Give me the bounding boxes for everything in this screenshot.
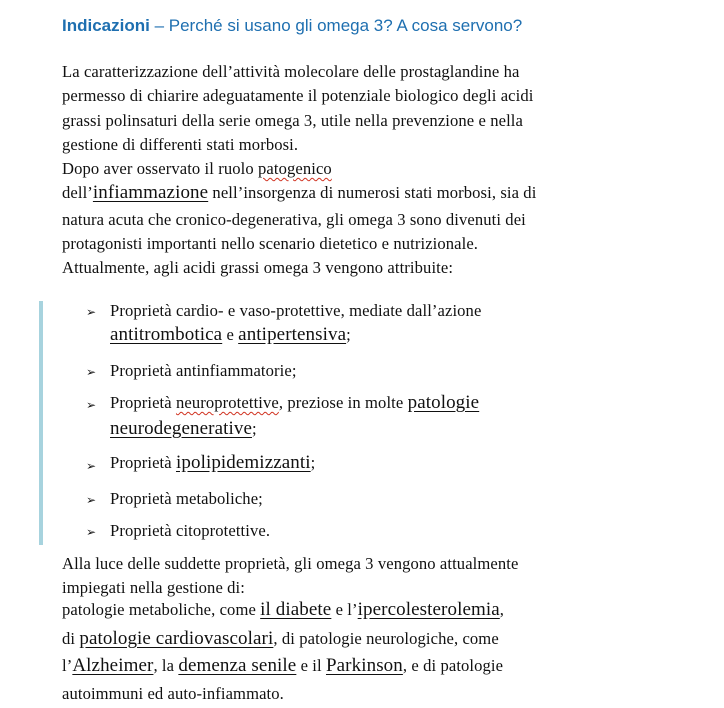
link-antitrombotica[interactable]: antitrombotica [110,324,223,345]
link-patologie-neurodegenerative-cont[interactable]: neurodegenerative [110,418,253,439]
link-alzheimer[interactable]: Alzheimer [72,655,154,676]
property-text: ; [346,325,351,344]
property-item-2: Proprietà antinfiammatorie; [110,361,297,380]
property-text: Proprietà [110,393,176,412]
heading-keyword: Indicazioni [62,16,150,35]
property-item-4 [110,453,315,473]
link-patologie-cardiovascolari[interactable]: patologie cardiovascolari [79,628,274,649]
uses-text: , e di patologie [402,656,504,675]
property-item-3-cont [110,419,257,439]
uses-line-4 [62,629,499,649]
uses-text: , la [153,656,179,675]
spellcheck-word: neuroprotettive [175,393,279,412]
property-text: e [222,325,239,344]
role-text: Dopo aver osservato il ruolo [62,159,258,178]
uses-line-3 [62,600,504,620]
arrow-bullet-icon: ➢ [86,365,97,379]
quote-bar [39,301,43,545]
uses-line-1: Alla luce delle suddette proprietà, gli omega 3 vengono attualmente [62,554,519,573]
uses-text: , di patologie neurologiche, come [273,629,499,648]
intro-line-1: La caratterizzazione dell’attività molecolare delle prostaglandine ha [62,62,520,81]
property-text: Proprietà [110,453,176,472]
role-line-1 [62,159,332,179]
uses-text: di [62,629,80,648]
section-heading [62,16,522,36]
link-ipercolesterolemia[interactable]: ipercolesterolemia [357,599,500,620]
role-text: dell’ [62,183,93,202]
link-parkinson[interactable]: Parkinson [325,655,403,676]
uses-text: patologie metaboliche, come [62,600,261,619]
property-item-5: Proprietà metaboliche; [110,489,263,508]
arrow-bullet-icon: ➢ [86,398,97,412]
link-patologie-neurodegenerative[interactable]: patologie [407,392,480,413]
intro-line-4: gestione di differenti stati morbosi. [62,135,299,154]
property-text: , preziose in molte [278,393,408,412]
arrow-bullet-icon: ➢ [86,459,97,473]
uses-line-5 [62,656,503,676]
intro-line-2: permesso di chiarire adeguatamente il potenziale biologico degli acidi [62,86,534,105]
role-line-5: Attualmente, agli acidi grassi omega 3 vengono attribuite: [62,258,454,277]
property-text: ; [252,419,257,438]
uses-line-2: impiegati nella gestione di: [62,578,245,597]
property-item-3 [110,393,479,413]
property-item-6: Proprietà citoprotettive. [110,521,271,540]
heading-question: – Perché si usano gli omega 3? A cosa servono? [149,16,523,35]
link-infiammazione[interactable]: infiammazione [92,182,209,203]
link-demenza-senile[interactable]: demenza senile [178,655,297,676]
role-line-3: natura acuta che cronico-degenerativa, gli omega 3 sono divenuti dei [62,210,526,229]
uses-text: , [499,600,505,619]
link-antipertensiva[interactable]: antipertensiva [238,324,347,345]
role-line-4: protagonisti importanti nello scenario dietetico e nutrizionale. [62,234,479,253]
property-item-1-cont [110,325,351,345]
spellcheck-word: patogenico [258,159,332,178]
arrow-bullet-icon: ➢ [86,305,97,319]
uses-text: e l’ [331,600,358,619]
property-item-1: Proprietà cardio- e vaso-protettive, mediate dall’azione [110,301,482,320]
arrow-bullet-icon: ➢ [86,493,97,507]
link-ipolipidemizzanti[interactable]: ipolipidemizzanti [175,452,311,473]
arrow-bullet-icon: ➢ [86,525,97,539]
link-diabete[interactable]: il diabete [260,599,332,620]
role-line-2 [62,183,536,203]
uses-line-6: autoimmuni ed auto-infiammato. [62,684,284,703]
property-text: ; [310,453,316,472]
role-text: nell’insorgenza di numerosi stati morbosi, sia di [208,183,537,202]
intro-line-3: grassi polinsaturi della serie omega 3, utile nella prevenzione e nella [62,111,523,130]
uses-text: l’ [62,656,73,675]
uses-text: e il [296,656,326,675]
